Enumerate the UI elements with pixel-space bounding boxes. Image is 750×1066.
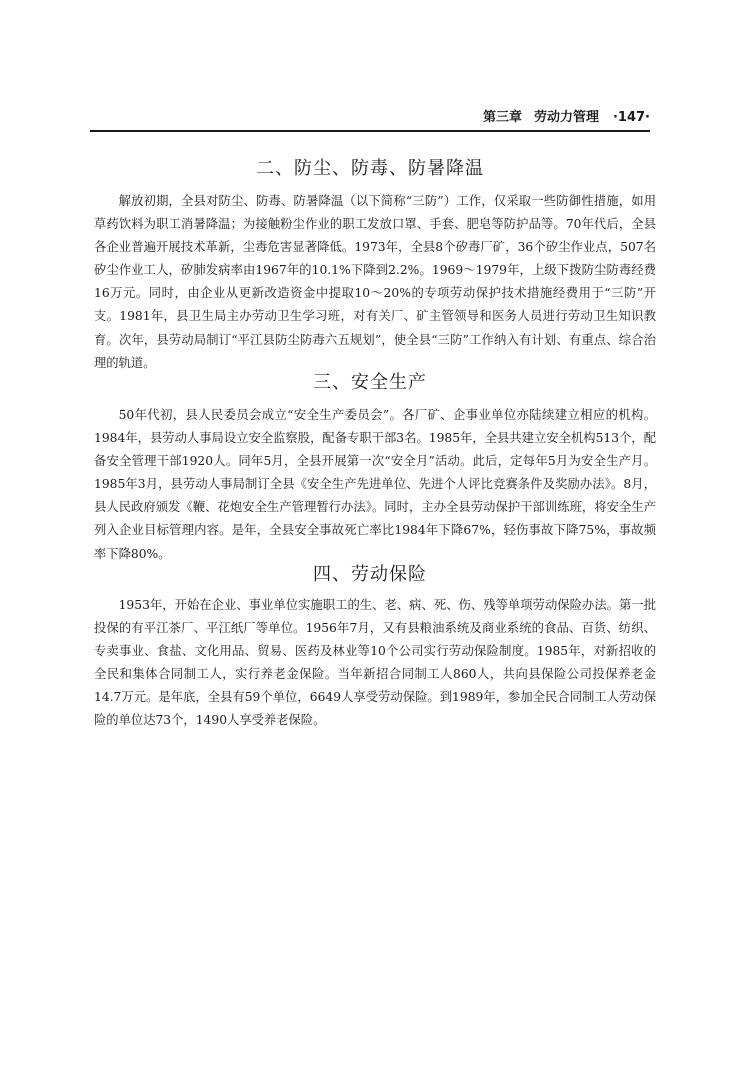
section-heading-dust-poison-heat: 二、防尘、防毒、防暑降温 [256,158,484,179]
section-heading-labor-insurance: 四、劳动保险 [313,564,427,585]
running-header [90,108,650,128]
section-body-labor-insurance: 1953年，开始在企业、事业单位实施职工的生、老、病、死、伤、残等单项劳动保险办法。第一批投保的有平江茶厂、平江纸厂等单位。1956年7月，又有县粮油系统及商业系统的食品、百货、纺织、专卖事业、食盐、文化用品、贸易、医药及林业等10个公司实行劳动保险制度。1985年，对新招收的全民和集体合同制工人，实行养老金保险。当年新招合同制工人860人，共向县保险公司投保养老金14.7万元。是年底，全县有59个单位，6649人享受劳动保险。到1989年，参加全民合同制工人劳动保险的单位达73个，1490人享受养老保险。 [94,598,656,728]
chapter-number: 第三章 [482,110,522,125]
section-body-safety-production: 50年代初，县人民委员会成立“安全生产委员会”。各厂矿、企事业单位亦陆续建立相应的机构。1984年，县劳动人事局设立安全监察股，配备专职干部3名。1985年，全县共建立安全机构513个，配备安全管理干部1920人。同年5月，全县开展第一次“安全月”活动。此后，定每年5月为安全生产月。1985年3月，县劳动人事局制订全县《安全生产先进单位、先进个人评比竞赛条件及奖励办法》。8月，县人民政府颁发《鞭、花炮安全生产管理暂行办法》。同时，主办全县劳动保护干部训练班，将安全生产列入企业目标管理内容。是年，全县安全事故死亡率比1984年下降67%，轻伤事故下降75%，事故频率下降80%。 [94,408,656,561]
chapter-title: 劳动力管理 [533,110,599,125]
header-rule [90,130,650,132]
section-body-dust-poison-heat: 解放初期，全县对防尘、防毒、防暑降温（以下简称“三防”）工作，仅采取一些防御性措施，如用草药饮料为职工消暑降温；为接触粉尘作业的职工发放口罩、手套、肥皂等防护品等。70年代后，全县各企业普遍开展技术革新，尘毒危害显著降低。1973年，全县8个矽毒厂矿，36个矽尘作业点，507名矽尘作业工人，矽肺发病率由1967年的10.1%下降到2.2%。1969～1979年，上级下拨防尘防毒经费16万元。同时，由企业从更新改造资金中提取10～20%的专项劳动保护技术措施经费用于“三防”开支。1981年，县卫生局主办劳动卫生学习班，对有关厂、矿主管领导和医务人员进行劳动卫生知识教育。次年，县劳动局制订“平江县防尘防毒六五规划”，使全县“三防”工作纳入有计划、有重点、综合治理的轨道。 [94,194,656,370]
section-heading-safety-production: 三、安全生产 [313,372,427,393]
page-number: ·147· [612,110,650,125]
